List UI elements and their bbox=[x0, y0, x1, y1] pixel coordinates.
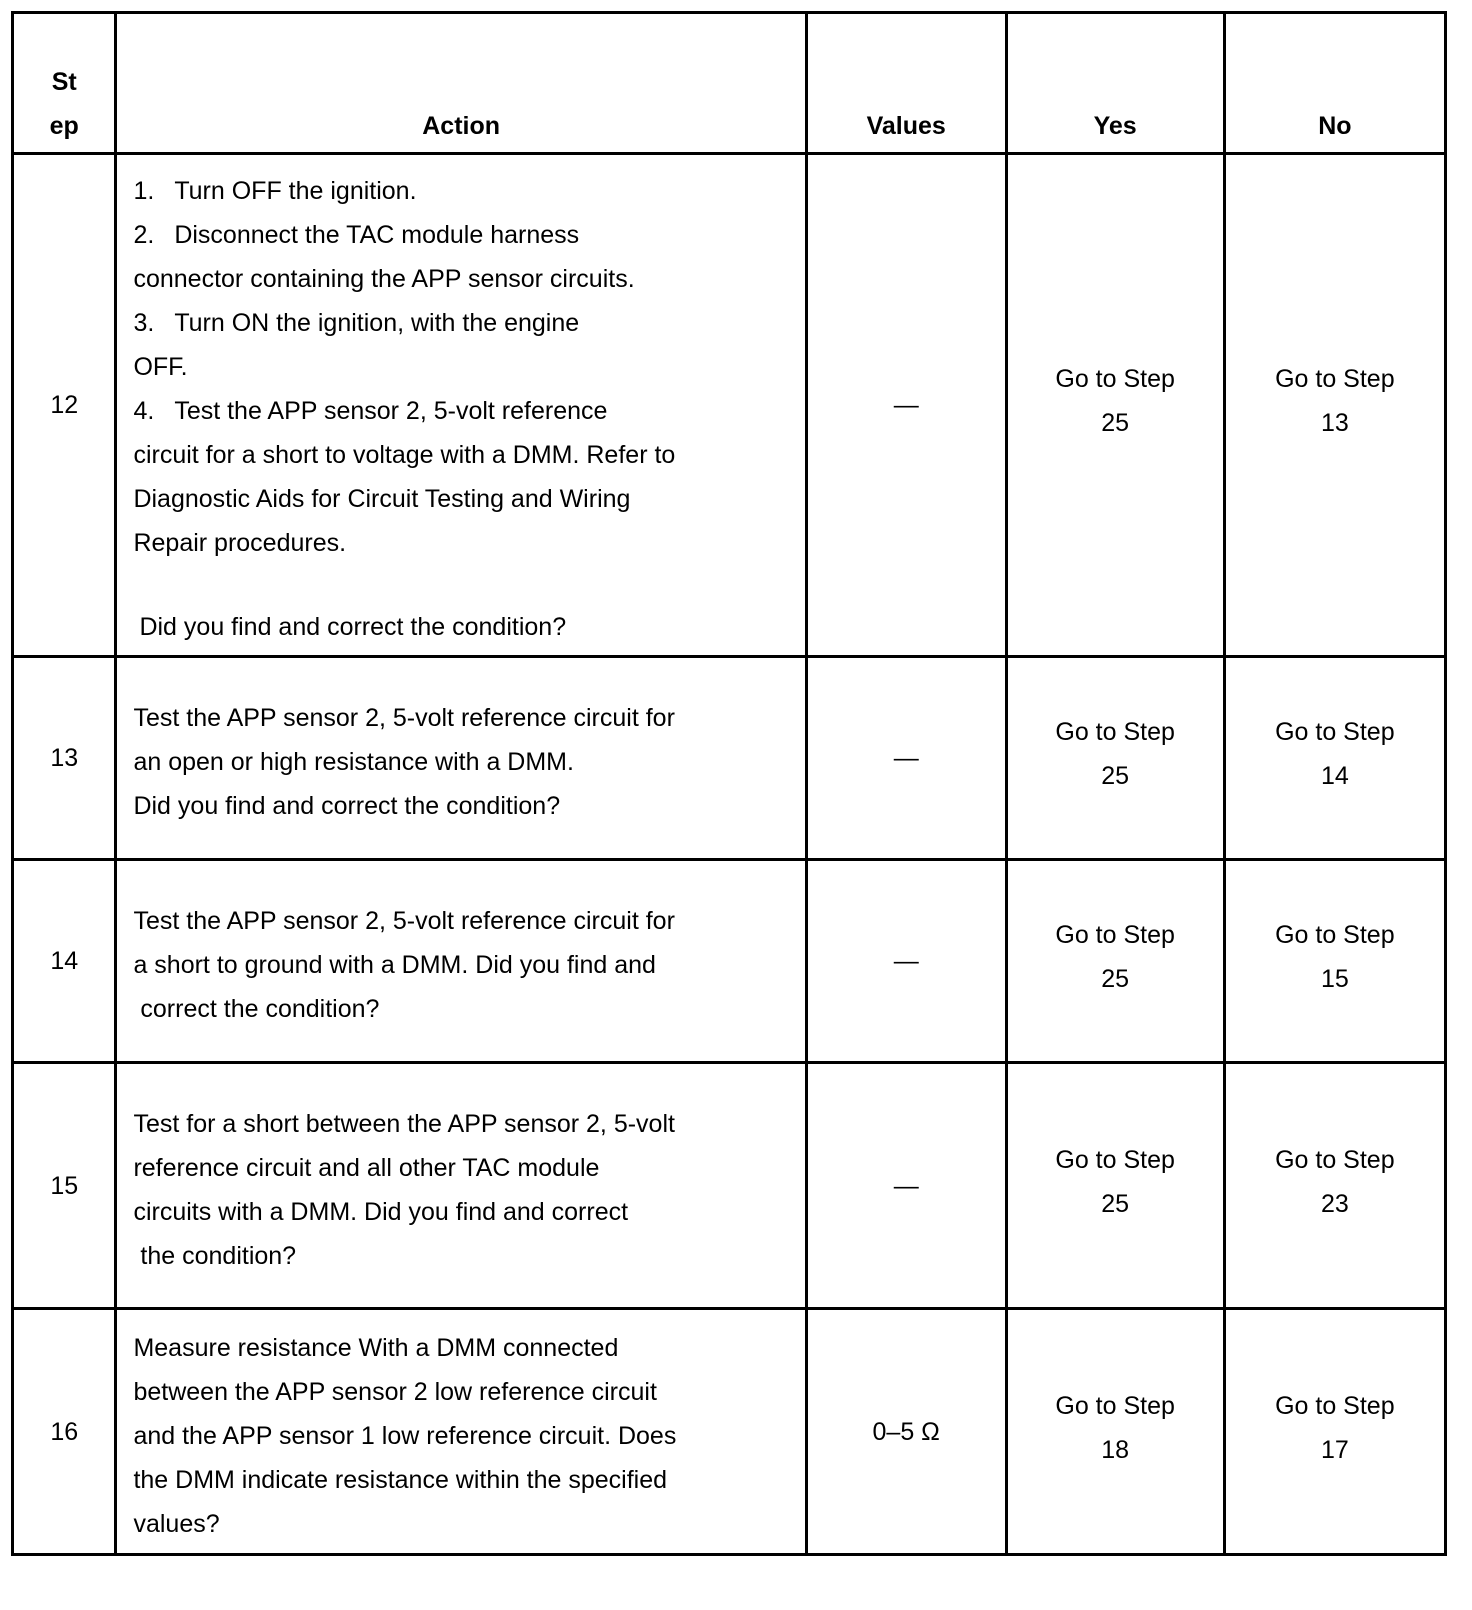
action-line: circuits with a DMM. Did you find and correct bbox=[133, 1197, 629, 1226]
step-number: 12 bbox=[13, 154, 116, 657]
action-line: Did you find and correct the condition? bbox=[133, 792, 561, 820]
diagnostic-table bbox=[11, 11, 1447, 1556]
action-line: Test the APP sensor 2, 5-volt reference circuit for bbox=[133, 704, 675, 732]
header-values: Values bbox=[806, 13, 1006, 154]
action-line: the DMM indicate resistance within the specified bbox=[133, 1465, 668, 1494]
yes-cell: Go to Step 25 bbox=[1006, 154, 1224, 657]
action-line: Measure resistance With a DMM connected bbox=[133, 1333, 619, 1362]
yes-cell: Go to Step 25 bbox=[1006, 657, 1224, 860]
action-line: correct the condition? bbox=[133, 995, 380, 1023]
table-row-step-12 bbox=[13, 154, 1446, 657]
action-cell bbox=[116, 1309, 806, 1555]
action-line: Repair procedures. bbox=[133, 529, 347, 557]
action-line: OFF. bbox=[133, 353, 188, 381]
action-line: Diagnostic Aids for Circuit Testing and Wiring bbox=[133, 485, 631, 513]
header-yes: Yes bbox=[1006, 13, 1224, 154]
yes-cell: Go to Step 18 bbox=[1006, 1309, 1224, 1555]
values-cell: — bbox=[806, 1063, 1006, 1309]
action-cell bbox=[116, 657, 806, 860]
action-line: a short to ground with a DMM. Did you find and bbox=[133, 951, 656, 979]
yes-cell: Go to Step 25 bbox=[1006, 860, 1224, 1063]
table-row-step-15 bbox=[13, 1063, 1446, 1309]
values-cell: 0–5 Ω bbox=[806, 1309, 1006, 1555]
diagnostic-page bbox=[11, 11, 1447, 1556]
no-cell: Go to Step 17 bbox=[1224, 1309, 1445, 1555]
no-cell: Go to Step 14 bbox=[1224, 657, 1445, 860]
step-number: 15 bbox=[13, 1063, 116, 1309]
action-line: reference circuit and all other TAC module bbox=[133, 1153, 600, 1182]
table-row-step-13 bbox=[13, 657, 1446, 860]
action-line: 3. Turn ON the ignition, with the engine bbox=[133, 309, 580, 337]
action-line: 4. Test the APP sensor 2, 5-volt reference bbox=[133, 397, 608, 425]
action-line: values? bbox=[133, 1509, 220, 1538]
action-cell bbox=[116, 860, 806, 1063]
action-cell bbox=[116, 1063, 806, 1309]
values-cell: — bbox=[806, 657, 1006, 860]
table-row-step-16 bbox=[13, 1309, 1446, 1555]
table-row-step-14 bbox=[13, 860, 1446, 1063]
action-line: and the APP sensor 1 low reference circuit. Does bbox=[133, 1421, 677, 1450]
step-number: 13 bbox=[13, 657, 116, 860]
header-action: Action bbox=[116, 13, 806, 154]
header-step: St ep bbox=[13, 13, 116, 154]
action-line: Test the APP sensor 2, 5-volt reference circuit for bbox=[133, 907, 675, 935]
action-line: between the APP sensor 2 low reference circuit bbox=[133, 1377, 657, 1406]
yes-cell: Go to Step 25 bbox=[1006, 1063, 1224, 1309]
no-cell: Go to Step 23 bbox=[1224, 1063, 1445, 1309]
values-cell: — bbox=[806, 154, 1006, 657]
header-row bbox=[13, 13, 1446, 154]
step-number: 16 bbox=[13, 1309, 116, 1555]
action-line: Test for a short between the APP sensor 2, 5-volt bbox=[133, 1109, 675, 1138]
no-cell: Go to Step 13 bbox=[1224, 154, 1445, 657]
step-number: 14 bbox=[13, 860, 116, 1063]
action-line: 1. Turn OFF the ignition. bbox=[133, 177, 417, 205]
action-line: the condition? bbox=[133, 1241, 297, 1270]
action-line: 2. Disconnect the TAC module harness bbox=[133, 221, 580, 249]
no-cell: Go to Step 15 bbox=[1224, 860, 1445, 1063]
action-question: Did you find and correct the condition? bbox=[139, 613, 567, 641]
action-cell bbox=[116, 154, 806, 657]
action-line: connector containing the APP sensor circuits. bbox=[133, 265, 635, 293]
action-line: circuit for a short to voltage with a DMM. Refer to bbox=[133, 441, 676, 469]
header-no: No bbox=[1224, 13, 1445, 154]
values-cell: — bbox=[806, 860, 1006, 1063]
action-line: an open or high resistance with a DMM. bbox=[133, 748, 574, 776]
